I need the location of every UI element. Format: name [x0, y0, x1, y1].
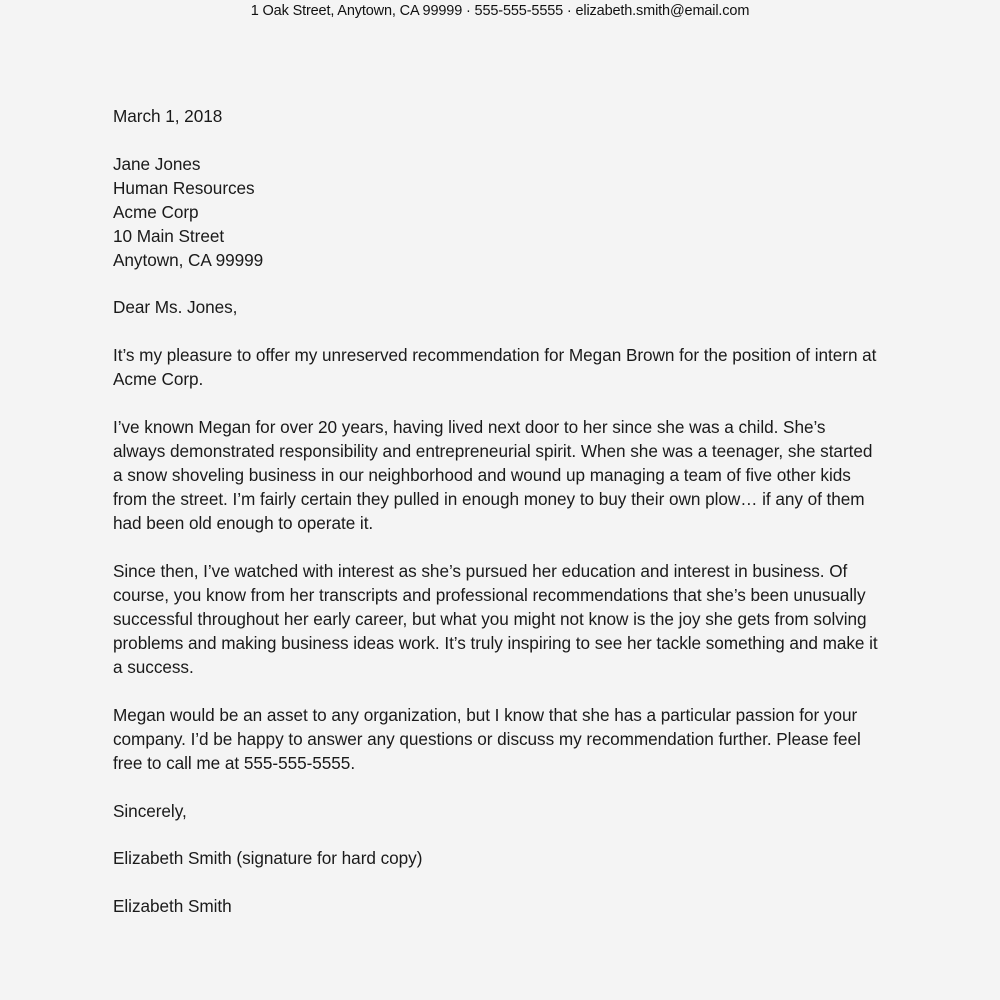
signature-note: Elizabeth Smith (signature for hard copy)	[113, 848, 423, 868]
signature-name: Elizabeth Smith	[113, 896, 232, 916]
recipient-city-state-zip: Anytown, CA 99999	[113, 250, 264, 270]
letter-date: March 1, 2018	[113, 106, 223, 126]
recipient-company: Acme Corp	[113, 202, 199, 222]
contact-line: 1 Oak Street, Anytown, CA 99999 · 555-555-5555 · elizabeth.smith@email.com	[250, 3, 750, 19]
recipient-department: Human Resources	[113, 178, 255, 198]
body-paragraph-2: I’ve known Megan for over 20 years, having lived next door to her since she was a child. She’s always demonstrated responsibility and entrepreneurial spirit. When she was a teenager, she started a snow shoveling business in our neighborhood and wound up managing a team of five other kids from the street. I’m fairly certain they pulled in enough money to buy their own plow… if any of them had been old enough to operate it.	[113, 417, 873, 533]
body-paragraph-3: Since then, I’ve watched with interest as she’s pursued her education and interest in business. Of course, you know from her transcripts and professional recommendations that she’s been unusually successful throughout her early career, but what you might not know is the joy she gets from solving problems and making business ideas work. It’s truly inspiring to see her tackle something and make it a success.	[113, 561, 878, 677]
letterhead	[0, 0, 1000, 22]
body-paragraph-4: Megan would be an asset to any organization, but I know that she has a particular passion for your company. I’d be happy to answer any questions or discuss my recommendation further. Please feel free to call me at 555-555-5555.	[113, 705, 861, 773]
recipient-address-block	[113, 152, 879, 272]
letter-body	[113, 104, 879, 918]
salutation: Dear Ms. Jones,	[113, 297, 238, 317]
recipient-street: 10 Main Street	[113, 226, 225, 246]
body-paragraph-1: It’s my pleasure to offer my unreserved recommendation for Megan Brown for the position of intern at Acme Corp.	[113, 345, 877, 389]
closing: Sincerely,	[113, 801, 187, 821]
recipient-name: Jane Jones	[113, 154, 201, 174]
